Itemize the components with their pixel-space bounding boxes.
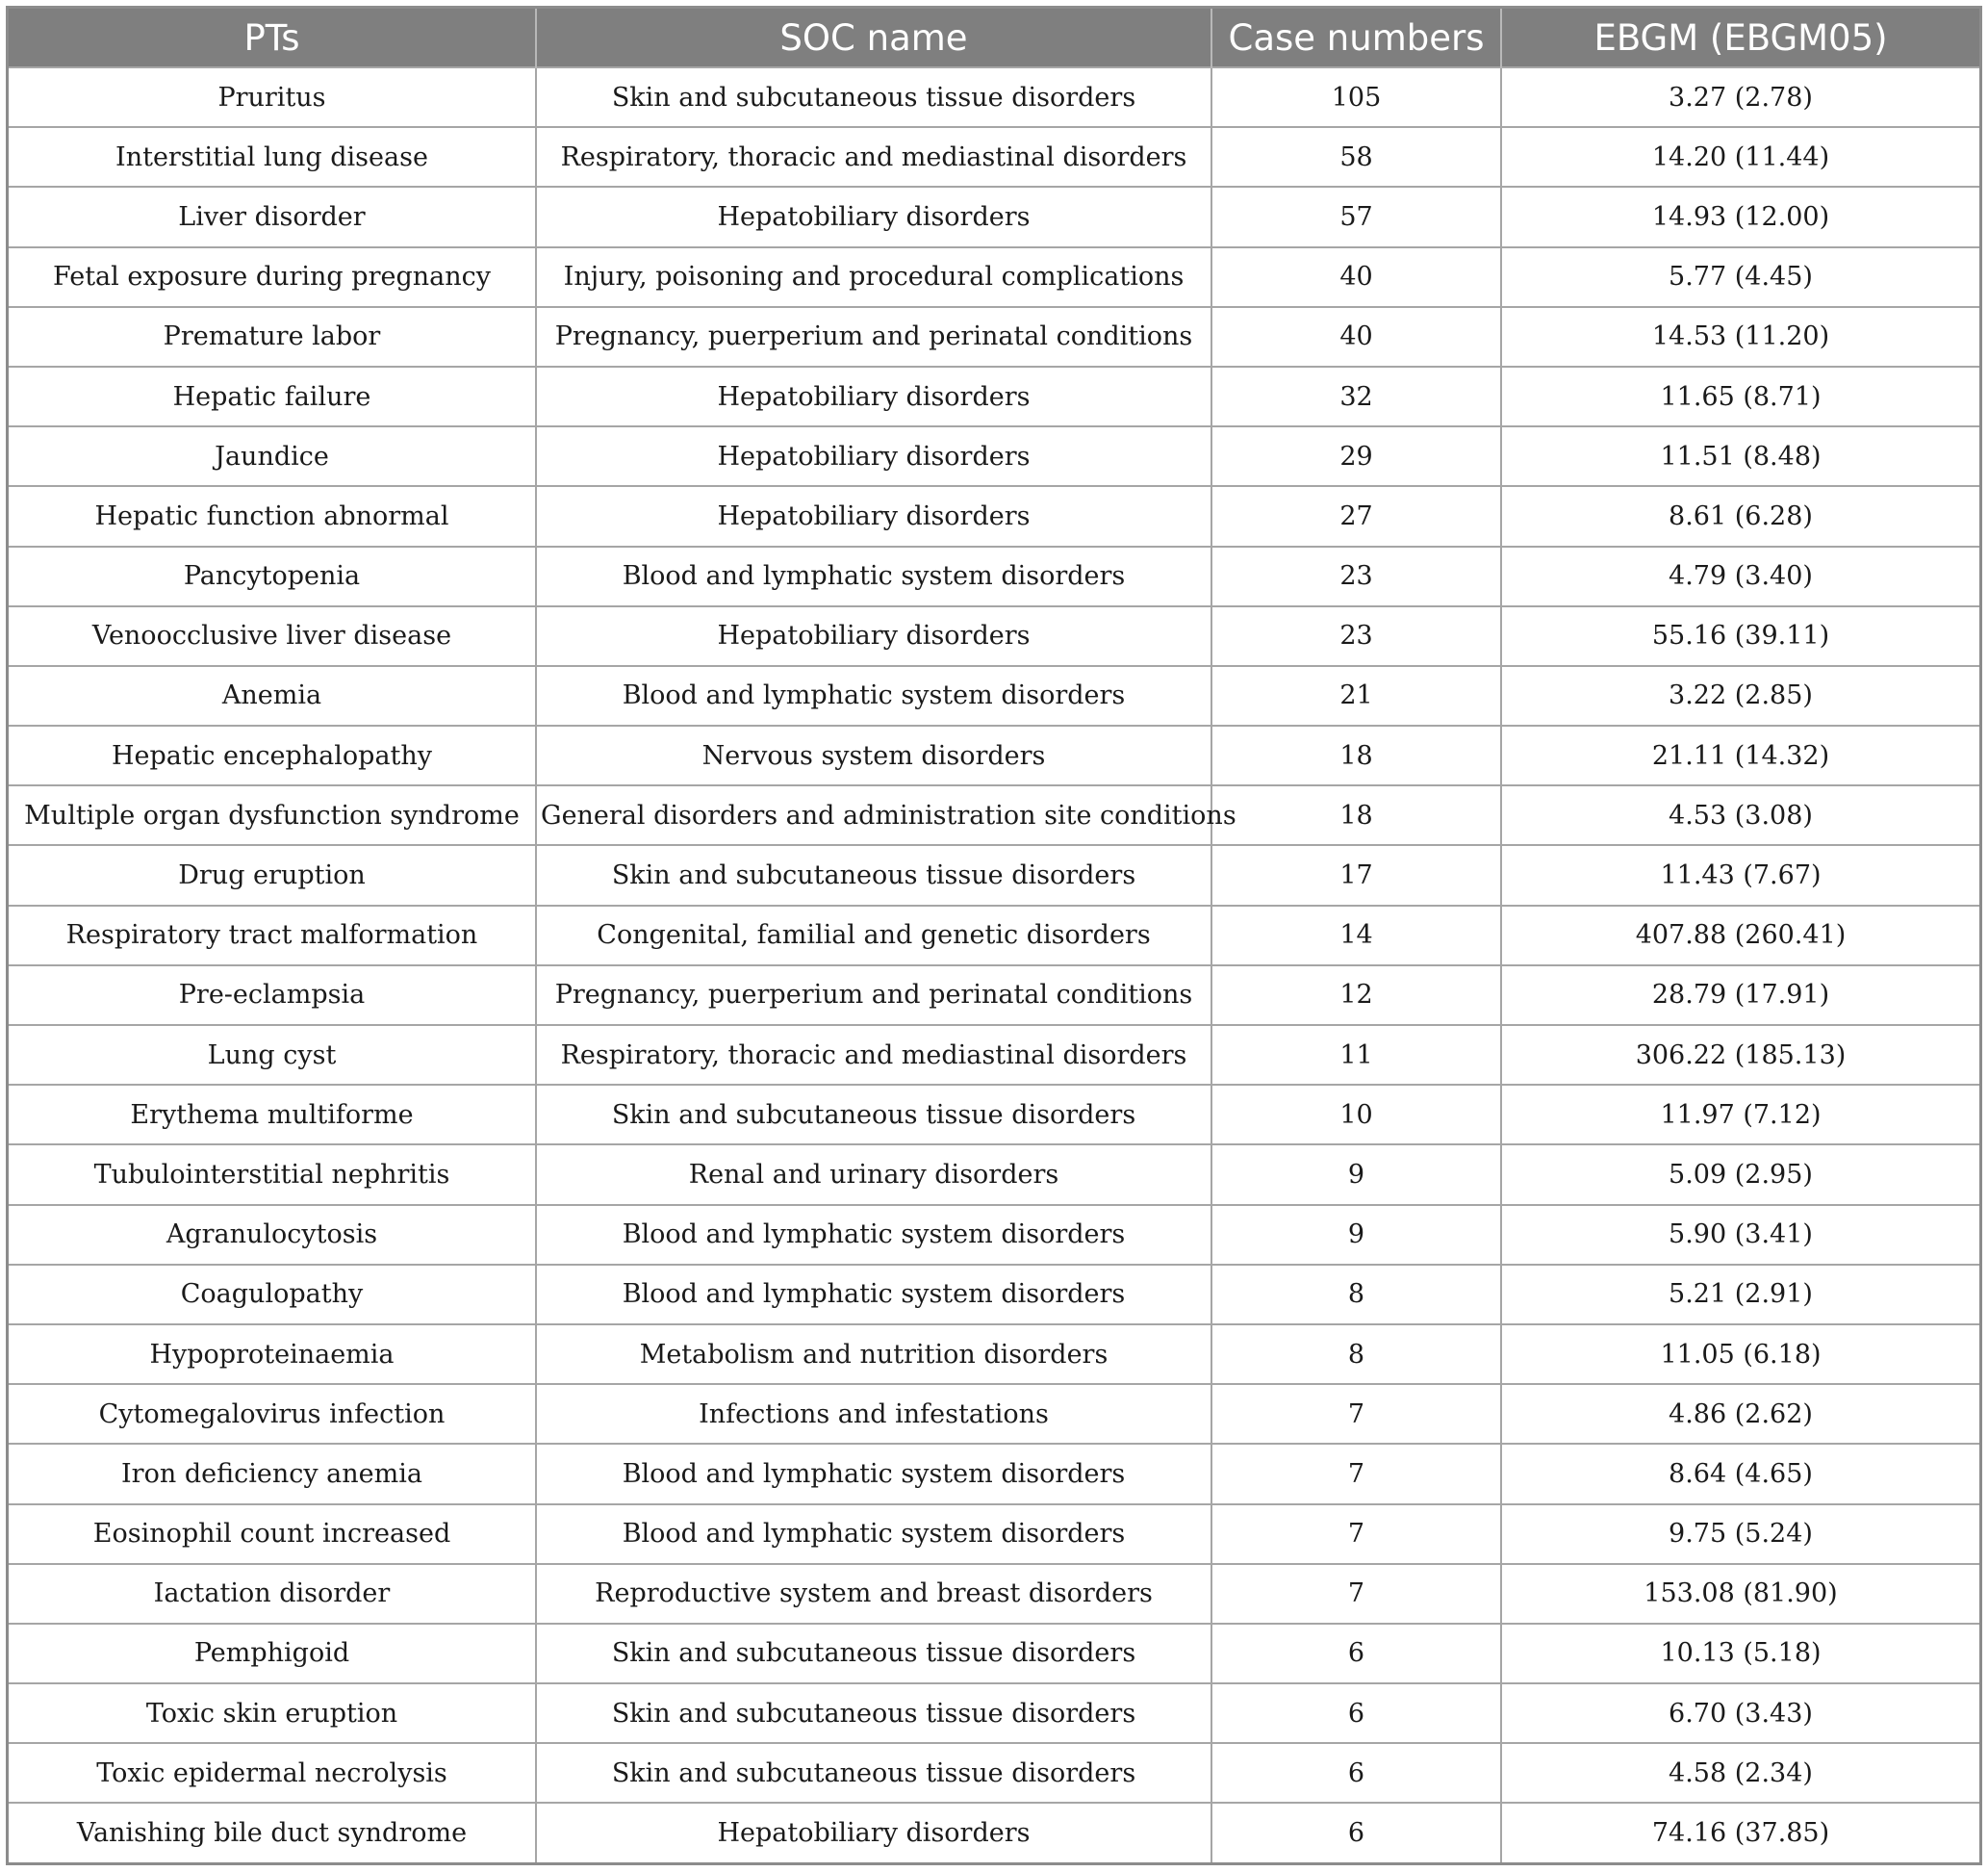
cell-pt: Agranulocytosis (9, 1205, 536, 1265)
cell-soc-name: Blood and lymphatic system disorders (536, 666, 1211, 726)
cell-pt: Venoocclusive liver disease (9, 606, 536, 666)
cell-soc-name: General disorders and administration site conditions (536, 785, 1211, 845)
cell-soc-name: Infections and infestations (536, 1384, 1211, 1444)
cell-case-number: 18 (1211, 726, 1501, 785)
cell-soc-name: Congenital, familial and genetic disorders (536, 906, 1211, 965)
cell-case-number: 27 (1211, 486, 1501, 546)
cell-soc-name: Injury, poisoning and procedural complications (536, 247, 1211, 307)
cell-soc-name: Skin and subcutaneous tissue disorders (536, 845, 1211, 905)
cell-pt: Pruritus (9, 67, 536, 127)
table-row (9, 367, 1979, 426)
cell-pt: Pre-eclampsia (9, 965, 536, 1025)
cell-ebgm: 28.79 (17.91) (1501, 965, 1979, 1025)
cell-case-number: 6 (1211, 1683, 1501, 1743)
cell-pt: Pancytopenia (9, 547, 536, 606)
cell-pt: Premature labor (9, 307, 536, 367)
cell-ebgm: 11.43 (7.67) (1501, 845, 1979, 905)
cell-case-number: 9 (1211, 1144, 1501, 1204)
cell-soc-name: Pregnancy, puerperium and perinatal conditions (536, 965, 1211, 1025)
table-row (9, 307, 1979, 367)
cell-case-number: 21 (1211, 666, 1501, 726)
table-row (9, 1384, 1979, 1444)
cell-ebgm: 5.90 (3.41) (1501, 1205, 1979, 1265)
cell-case-number: 23 (1211, 606, 1501, 666)
cell-soc-name: Blood and lymphatic system disorders (536, 547, 1211, 606)
cell-soc-name: Hepatobiliary disorders (536, 1803, 1211, 1862)
cell-ebgm: 4.86 (2.62) (1501, 1384, 1979, 1444)
cell-pt: Interstitial lung disease (9, 127, 536, 187)
table-row (9, 1504, 1979, 1564)
cell-ebgm: 55.16 (39.11) (1501, 606, 1979, 666)
cell-ebgm: 74.16 (37.85) (1501, 1803, 1979, 1862)
cell-case-number: 58 (1211, 127, 1501, 187)
cell-case-number: 57 (1211, 187, 1501, 246)
cell-ebgm: 11.97 (7.12) (1501, 1085, 1979, 1144)
header-ebgm: EBGM (EBGM05) (1501, 9, 1979, 67)
cell-case-number: 17 (1211, 845, 1501, 905)
cell-pt: Drug eruption (9, 845, 536, 905)
cell-ebgm: 4.58 (2.34) (1501, 1743, 1979, 1803)
cell-ebgm: 21.11 (14.32) (1501, 726, 1979, 785)
table-row (9, 1324, 1979, 1384)
cell-case-number: 9 (1211, 1205, 1501, 1265)
cell-case-number: 105 (1211, 67, 1501, 127)
cell-pt: Multiple organ dysfunction syndrome (9, 785, 536, 845)
cell-soc-name: Skin and subcutaneous tissue disorders (536, 1743, 1211, 1803)
cell-case-number: 18 (1211, 785, 1501, 845)
cell-ebgm: 4.53 (3.08) (1501, 785, 1979, 845)
cell-case-number: 11 (1211, 1025, 1501, 1085)
table-row (9, 965, 1979, 1025)
cell-soc-name: Hepatobiliary disorders (536, 187, 1211, 246)
cell-case-number: 40 (1211, 307, 1501, 367)
table-row (9, 906, 1979, 965)
cell-ebgm: 5.21 (2.91) (1501, 1265, 1979, 1324)
cell-soc-name: Hepatobiliary disorders (536, 426, 1211, 486)
table-row (9, 426, 1979, 486)
cell-soc-name: Blood and lymphatic system disorders (536, 1265, 1211, 1324)
cell-case-number: 10 (1211, 1085, 1501, 1144)
table-row (9, 1743, 1979, 1803)
table-body (9, 67, 1979, 1862)
cell-case-number: 40 (1211, 247, 1501, 307)
cell-case-number: 14 (1211, 906, 1501, 965)
cell-pt: Toxic epidermal necrolysis (9, 1743, 536, 1803)
cell-ebgm: 5.09 (2.95) (1501, 1144, 1979, 1204)
cell-ebgm: 153.08 (81.90) (1501, 1564, 1979, 1624)
cell-pt: Liver disorder (9, 187, 536, 246)
cell-ebgm: 4.79 (3.40) (1501, 547, 1979, 606)
cell-case-number: 6 (1211, 1743, 1501, 1803)
cell-soc-name: Pregnancy, puerperium and perinatal conditions (536, 307, 1211, 367)
cell-case-number: 7 (1211, 1564, 1501, 1624)
table-row (9, 547, 1979, 606)
header-soc-name: SOC name (536, 9, 1211, 67)
table-row (9, 845, 1979, 905)
table-row (9, 1683, 1979, 1743)
cell-ebgm: 9.75 (5.24) (1501, 1504, 1979, 1564)
cell-pt: Hepatic failure (9, 367, 536, 426)
cell-case-number: 23 (1211, 547, 1501, 606)
table-header (9, 9, 1979, 67)
cell-soc-name: Respiratory, thoracic and mediastinal disorders (536, 127, 1211, 187)
cell-ebgm: 6.70 (3.43) (1501, 1683, 1979, 1743)
cell-soc-name: Respiratory, thoracic and mediastinal disorders (536, 1025, 1211, 1085)
cell-case-number: 6 (1211, 1624, 1501, 1683)
cell-soc-name: Skin and subcutaneous tissue disorders (536, 1624, 1211, 1683)
table-row (9, 1144, 1979, 1204)
table-row (9, 726, 1979, 785)
cell-ebgm: 11.05 (6.18) (1501, 1324, 1979, 1384)
cell-pt: Lung cyst (9, 1025, 536, 1085)
cell-ebgm: 407.88 (260.41) (1501, 906, 1979, 965)
cell-pt: Eosinophil count increased (9, 1504, 536, 1564)
cell-soc-name: Skin and subcutaneous tissue disorders (536, 1085, 1211, 1144)
cell-pt: Iactation disorder (9, 1564, 536, 1624)
table-row (9, 1444, 1979, 1503)
cell-soc-name: Blood and lymphatic system disorders (536, 1504, 1211, 1564)
cell-soc-name: Blood and lymphatic system disorders (536, 1444, 1211, 1503)
table-row (9, 486, 1979, 546)
cell-ebgm: 8.61 (6.28) (1501, 486, 1979, 546)
cell-ebgm: 5.77 (4.45) (1501, 247, 1979, 307)
cell-soc-name: Hepatobiliary disorders (536, 367, 1211, 426)
cell-case-number: 32 (1211, 367, 1501, 426)
data-table-container (6, 6, 1982, 1865)
adverse-events-table (9, 9, 1979, 1862)
cell-pt: Anemia (9, 666, 536, 726)
cell-ebgm: 8.64 (4.65) (1501, 1444, 1979, 1503)
table-row (9, 1564, 1979, 1624)
cell-ebgm: 11.51 (8.48) (1501, 426, 1979, 486)
cell-pt: Pemphigoid (9, 1624, 536, 1683)
table-row (9, 1085, 1979, 1144)
cell-case-number: 8 (1211, 1265, 1501, 1324)
cell-pt: Toxic skin eruption (9, 1683, 536, 1743)
cell-soc-name: Renal and urinary disorders (536, 1144, 1211, 1204)
cell-ebgm: 14.53 (11.20) (1501, 307, 1979, 367)
table-row (9, 606, 1979, 666)
table-row (9, 1205, 1979, 1265)
table-row (9, 247, 1979, 307)
cell-soc-name: Hepatobiliary disorders (536, 606, 1211, 666)
cell-soc-name: Skin and subcutaneous tissue disorders (536, 67, 1211, 127)
cell-soc-name: Reproductive system and breast disorders (536, 1564, 1211, 1624)
cell-soc-name: Skin and subcutaneous tissue disorders (536, 1683, 1211, 1743)
table-row (9, 1803, 1979, 1862)
table-row (9, 67, 1979, 127)
table-row (9, 127, 1979, 187)
cell-case-number: 7 (1211, 1384, 1501, 1444)
cell-pt: Hepatic encephalopathy (9, 726, 536, 785)
cell-pt: Vanishing bile duct syndrome (9, 1803, 536, 1862)
table-row (9, 666, 1979, 726)
cell-soc-name: Blood and lymphatic system disorders (536, 1205, 1211, 1265)
cell-ebgm: 306.22 (185.13) (1501, 1025, 1979, 1085)
cell-ebgm: 14.93 (12.00) (1501, 187, 1979, 246)
table-row (9, 1265, 1979, 1324)
cell-case-number: 29 (1211, 426, 1501, 486)
cell-ebgm: 3.27 (2.78) (1501, 67, 1979, 127)
cell-ebgm: 3.22 (2.85) (1501, 666, 1979, 726)
table-row (9, 187, 1979, 246)
cell-pt: Jaundice (9, 426, 536, 486)
cell-pt: Fetal exposure during pregnancy (9, 247, 536, 307)
cell-pt: Tubulointerstitial nephritis (9, 1144, 536, 1204)
cell-pt: Iron deficiency anemia (9, 1444, 536, 1503)
cell-soc-name: Nervous system disorders (536, 726, 1211, 785)
cell-case-number: 7 (1211, 1504, 1501, 1564)
cell-ebgm: 14.20 (11.44) (1501, 127, 1979, 187)
cell-pt: Respiratory tract malformation (9, 906, 536, 965)
table-row (9, 1624, 1979, 1683)
cell-case-number: 6 (1211, 1803, 1501, 1862)
cell-case-number: 12 (1211, 965, 1501, 1025)
cell-pt: Erythema multiforme (9, 1085, 536, 1144)
header-case-numbers: Case numbers (1211, 9, 1501, 67)
cell-soc-name: Hepatobiliary disorders (536, 486, 1211, 546)
cell-case-number: 8 (1211, 1324, 1501, 1384)
cell-pt: Cytomegalovirus infection (9, 1384, 536, 1444)
cell-soc-name: Metabolism and nutrition disorders (536, 1324, 1211, 1384)
table-row (9, 785, 1979, 845)
cell-pt: Hypoproteinaemia (9, 1324, 536, 1384)
cell-case-number: 7 (1211, 1444, 1501, 1503)
table-row (9, 1025, 1979, 1085)
cell-pt: Hepatic function abnormal (9, 486, 536, 546)
cell-ebgm: 10.13 (5.18) (1501, 1624, 1979, 1683)
header-pts: PTs (9, 9, 536, 67)
cell-ebgm: 11.65 (8.71) (1501, 367, 1979, 426)
cell-pt: Coagulopathy (9, 1265, 536, 1324)
header-row (9, 9, 1979, 67)
